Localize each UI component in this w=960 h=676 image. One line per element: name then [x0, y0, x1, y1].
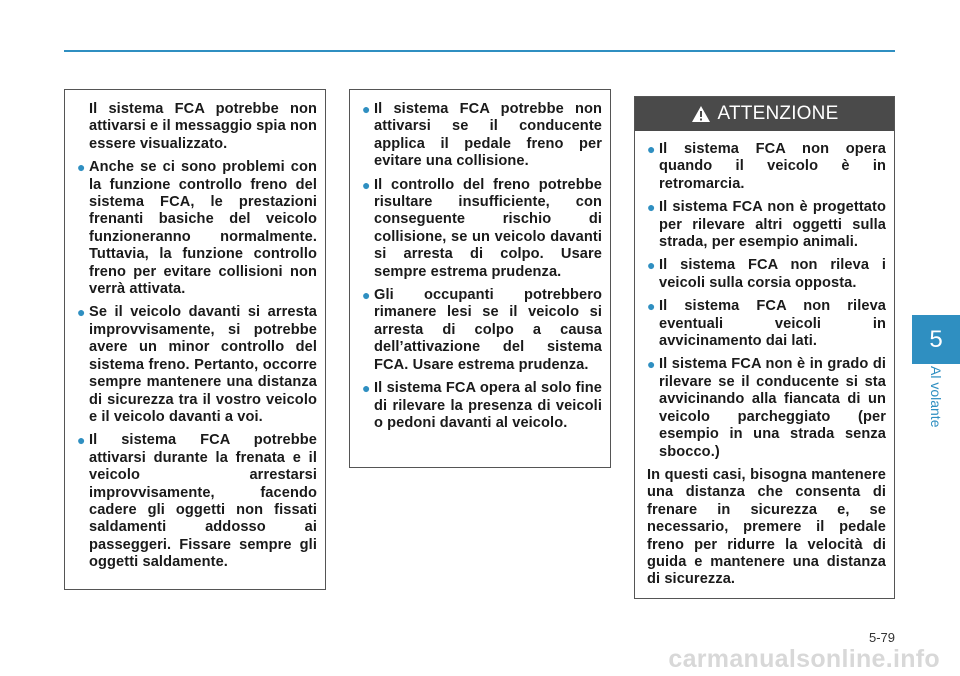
bullet-text: Il sistema FCA non opera quando il veicolo è in retromarcia. [659, 141, 886, 192]
text-box-middle [349, 89, 611, 468]
text-column-left [65, 90, 325, 572]
bullet-dot-icon: ● [647, 257, 656, 274]
warning-triangle-icon [691, 105, 711, 123]
caution-content [635, 131, 894, 589]
bullet-text: Il sistema FCA non rileva eventuali veicoli in avvicinamento dai lati. [659, 298, 886, 350]
bullet-item [362, 380, 602, 432]
bullet-item [647, 356, 886, 460]
bullet-text: Il controllo del freno potrebbe risultare insufficiente, con conseguente rischio di collisione, se un veicolo davanti si arresta di colpo. Usare sempre estrema prudenza. [374, 176, 602, 280]
bullet-text: Il sistema FCA non è in grado di rilevare se il conducente si sta avvicinando alla fiancata di un veicolo parcheggiato (per esempio in una strada senza sbocco.) [659, 356, 886, 460]
bullet-dot-icon: ● [647, 298, 656, 315]
bullet-dot-icon: ● [647, 356, 656, 373]
page-number: 5-79 [868, 630, 895, 645]
chapter-number: 5 [929, 325, 943, 353]
bullet-item [77, 304, 317, 426]
chapter-tab [912, 315, 960, 364]
caution-title: ATTENZIONE [717, 103, 839, 124]
caution-box [634, 96, 895, 599]
bullet-dot-icon: ● [647, 199, 656, 216]
text-box-left [64, 89, 326, 590]
bullet-text: Il sistema FCA potrebbe attivarsi durante la frenata e il veicolo arrestarsi improvvisamente, facendo cadere gli oggetti non fissati saldamenti addosso ai passeggeri. Fissare sempre gli oggetti saldamente. [89, 432, 317, 571]
top-rule [64, 50, 895, 52]
bullet-dot-icon: ● [77, 432, 86, 449]
chapter-title: Al volante [928, 366, 944, 428]
caution-header [635, 97, 894, 131]
bullet-dot-icon: ● [362, 101, 371, 117]
bullet-dot-icon: ● [362, 380, 371, 397]
bullet-text: Anche se ci sono problemi con la funzione controllo freno del sistema FCA, le prestazioni frenanti basiche del veicolo funzioneranno normalmente. Tuttavia, la funzione controllo freno per evitare collisioni non verrà attivata. [89, 159, 317, 298]
bullet-text: Il sistema FCA potrebbe non attivarsi se il conducente applica il pedale freno per evitare una collisione. [374, 101, 602, 170]
bullet-text: Il sistema FCA non rileva i veicoli sulla corsia opposta. [659, 257, 886, 291]
bullet-item [362, 101, 602, 171]
bullet-text: Il sistema FCA opera al solo fine di rilevare la presenza di veicoli o pedoni davanti al veicolo. [374, 380, 602, 431]
bullet-item [77, 432, 317, 571]
bullet-item [647, 257, 886, 292]
bullet-item [647, 199, 886, 251]
watermark: carmanualsonline.info [668, 645, 940, 673]
text-column-middle [350, 90, 610, 432]
bullet-item [647, 298, 886, 350]
paragraph: Il sistema FCA potrebbe non attivarsi e il messaggio spia non essere visualizzato. [89, 101, 317, 152]
bullet-item [647, 141, 886, 193]
bullet-text: Il sistema FCA non è progettato per rilevare altri oggetti sulla strada, per esempio animali. [659, 199, 886, 251]
bullet-dot-icon: ● [362, 176, 371, 193]
paragraph: In questi casi, bisogna mantenere una distanza che consenta di frenare in sicurezza e, se necessario, premere il pedale freno per ridurre la velocità di guida e mantenere una distanza di sicurezza. [647, 466, 886, 588]
bullet-item [77, 159, 317, 298]
bullet-item [362, 287, 602, 374]
bullet-text: Gli occupanti potrebbero rimanere lesi se il veicolo si arresta di colpo a causa dell’attivazione del sistema FCA. Usare estrema prudenza. [374, 287, 602, 373]
bullet-text: Se il veicolo davanti si arresta improvvisamente, si potrebbe avere un minor controllo del sistema freno. Pertanto, occorre sempre mantenere una distanza di sicurezza tra il vostro veicolo e il veicolo davanti a voi. [89, 304, 317, 425]
bullet-dot-icon: ● [77, 304, 86, 321]
bullet-dot-icon: ● [77, 159, 86, 176]
bullet-item [362, 177, 602, 281]
bullet-dot-icon: ● [647, 141, 656, 157]
bullet-dot-icon: ● [362, 287, 371, 304]
